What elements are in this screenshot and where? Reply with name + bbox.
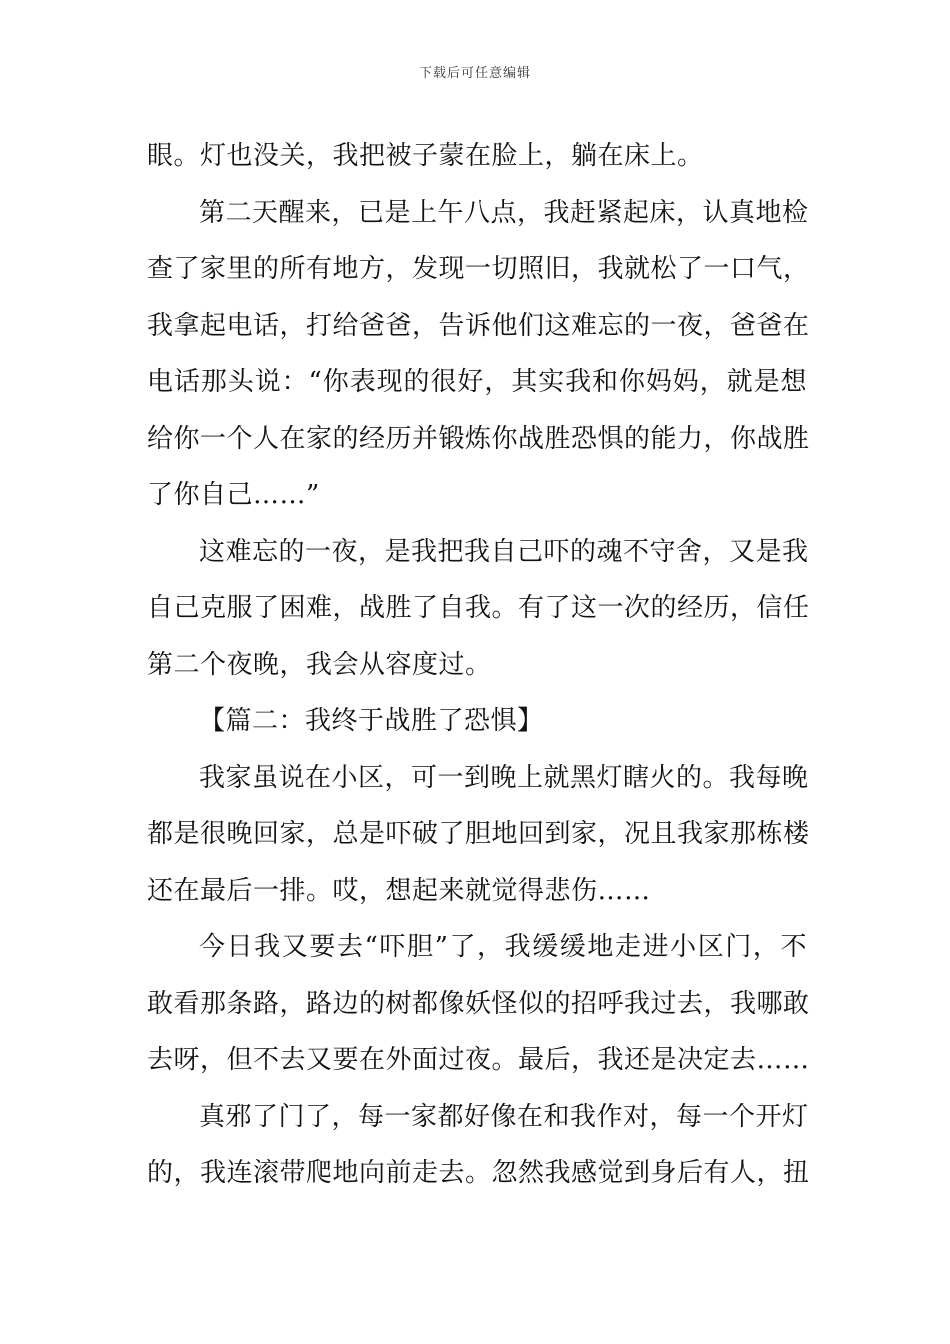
text-line: 的，我连滚带爬地向前走去。忽然我感觉到身后有人，扭 — [147, 1158, 810, 1188]
text-line: 电话那头说：“你表现的很好，其实我和你妈妈，就是想 — [147, 367, 807, 397]
section-heading: 【篇二：我终于战胜了恐惧】 — [199, 706, 544, 736]
text-line: 了你自己……” — [147, 480, 320, 510]
text-line: 这难忘的一夜，是我把我自己吓的魂不守舍，又是我 — [199, 536, 809, 567]
text-line: 去呀，但不去又要在外面过夜。最后，我还是决定去…… — [147, 1045, 810, 1075]
text-line: 今日我又要去“吓胆”了，我缓缓地走进小区门，不 — [199, 932, 807, 962]
text-line: 给你一个人在家的经历并锻炼你战胜恐惧的能力，你战胜 — [147, 423, 810, 454]
text-line: 还在最后一排。哎，想起来就觉得悲伤…… — [147, 875, 651, 906]
text-line: 自己克服了困难，战胜了自我。有了这一次的经历，信任 — [147, 593, 810, 623]
text-line: 真邪了门了，每一家都好像在和我作对，每一个开灯 — [199, 1101, 809, 1132]
text-line: 都是很晚回家，总是吓破了胆地回到家，况且我家那栋楼 — [147, 819, 810, 849]
text-line: 敢看那条路，路边的树都像妖怪似的招呼我过去，我哪敢 — [147, 988, 810, 1019]
text-line: 我拿起电话，打给爸爸，告诉他们这难忘的一夜，爸爸在 — [147, 310, 810, 341]
page-header: 下载后可任意编辑 — [418, 66, 531, 81]
text-line: 第二天醒来，已是上午八点，我赶紧起床，认真地检 — [199, 197, 809, 228]
text-line: 第二个夜晚，我会从容度过。 — [147, 649, 492, 680]
text-line: 查了家里的所有地方，发现一切照旧，我就松了一口气， — [147, 254, 810, 284]
document-body — [147, 128, 810, 1202]
text-line: 我家虽说在小区，可一到晚上就黑灯瞎火的。我每晚 — [199, 762, 809, 793]
text-line: 眼。灯也没关，我把被子蒙在脸上，躺在床上。 — [147, 141, 704, 171]
